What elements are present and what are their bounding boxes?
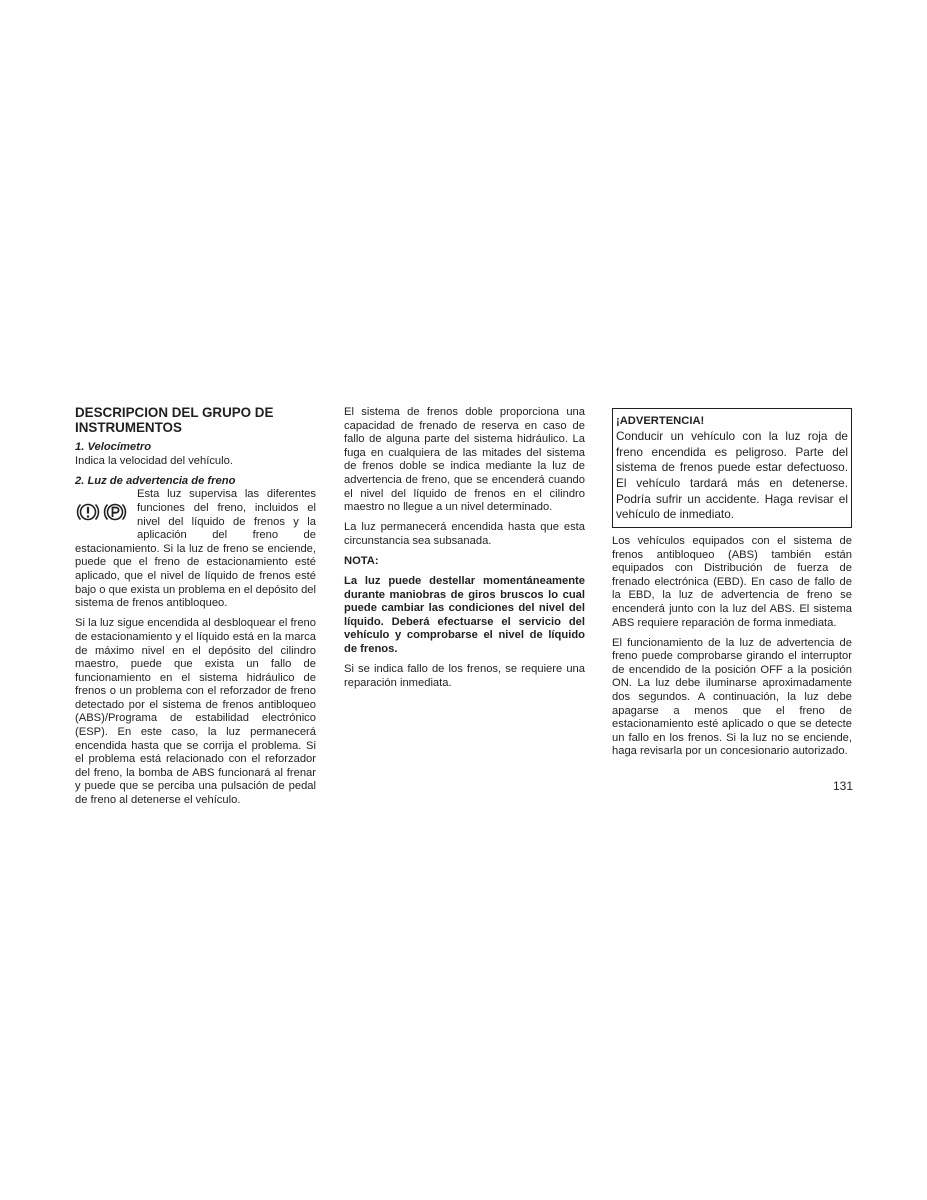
page-number: 131 [833, 779, 854, 793]
luz-freno-para4: La luz permanecerá encendida hasta que esta circunstancia sea subsanada. [344, 521, 585, 547]
nota-text: La luz puede destellar momentáneamente durante maniobras de giros bruscos lo cual puede cambiar las condiciones del nivel del líquido. Deberá efectuarse el servicio del vehículo y comprobarse el nivel de líquido de frenos. [344, 575, 585, 655]
column-middle [344, 406, 585, 697]
luz-freno-title: 2. Luz de advertencia de freno [75, 474, 236, 487]
check-text: El funcionamiento de la luz de advertencia de freno puede comprobarse girando el interruptor de encendido de la posición OFF a la posición ON. La luz debe iluminarse aproximadamente dos segundos. A continuación, la luz debe apagarse a menos que el freno de estacionamiento esté aplicado o que se detecte un fallo en los frenos. Si la luz no se enciende, haga revisarla por un concesionario autorizado. [612, 636, 852, 758]
warning-title: ¡ADVERTENCIA! [616, 415, 705, 427]
warning-box [612, 408, 852, 528]
luz-freno-para2: Si la luz sigue encendida al desbloquear el freno de estacionamiento y el líquido está en la marca de máximo nivel en el depósito del cilindro maestro, puede que exista un fallo de funcionamiento en el sistema hidráulico de frenos o un problema con el reforzador de freno detectado por el sistema de frenos antibloqueo (ABS)/Programa de estabilidad electrónico (ESP). En este caso, la luz permanecerá encendida hasta que se corrija el problema. Si el problema está relacionado con el reforzador del freno, la bomba de ABS funcionará al frenar y puede que se perciba una pulsación de pedal de freno al detenerse el vehículo. [75, 617, 316, 807]
warning-text: Conducir un vehículo con la luz roja de freno encendida es peligroso. Parte del sistema de frenos puede estar defectuoso. El vehículo tardará más en detenerse. Podría sufrir un accidente. Haga revisar el vehículo de inmediato. [616, 428, 848, 522]
column-right [612, 406, 852, 766]
nota-label: NOTA: [344, 554, 379, 567]
brake-warning-symbols [75, 488, 137, 540]
ebd-text: Los vehículos equipados con el sistema de frenos antibloqueo (ABS) también están equipados con Distribución de fuerza de frenado electrónica (EBD). En caso de fallo de la EBD, la luz de advertencia de freno se encenderá junto con la luz del ABS. El sistema ABS requiere reparación de forma inmediata. [612, 535, 852, 629]
velocimetro-text: Indica la velocidad del vehículo. [75, 454, 233, 467]
parking-brake-icon [105, 505, 126, 520]
luz-freno-intro: Esta luz supervisa las diferentes funciones del freno, incluidos el nivel del líquido de frenos y la aplicación del freno de estacionamiento. Si la luz de freno se enciende, puede que el freno de estacionamiento esté aplicado, que el nivel de líquido de frenos esté bajo o que exista un problema en el depósito del sistema de frenos antibloqueo. [75, 488, 316, 610]
section-heading: DESCRIPCION DEL GRUPO DE INSTRUMENTOS [75, 405, 274, 435]
luz-freno-para3: El sistema de frenos doble proporciona una capacidad de frenado de reserva en caso de fallo de alguna parte del sistema hidráulico. La fuga en cualquiera de las mitades del sistema de frenos doble se indica mediante la luz de advertencia de freno, que se encenderá cuando el nivel del líquido de frenos en el cilindro maestro no llegue a un nivel determinado. [344, 406, 585, 514]
column-left [75, 406, 316, 814]
brake-warning-icon [78, 505, 99, 520]
velocimetro-title: 1. Velocímetro [75, 441, 152, 454]
fallo-text: Si se indica fallo de los frenos, se requiere una reparación inmediata. [344, 663, 585, 689]
